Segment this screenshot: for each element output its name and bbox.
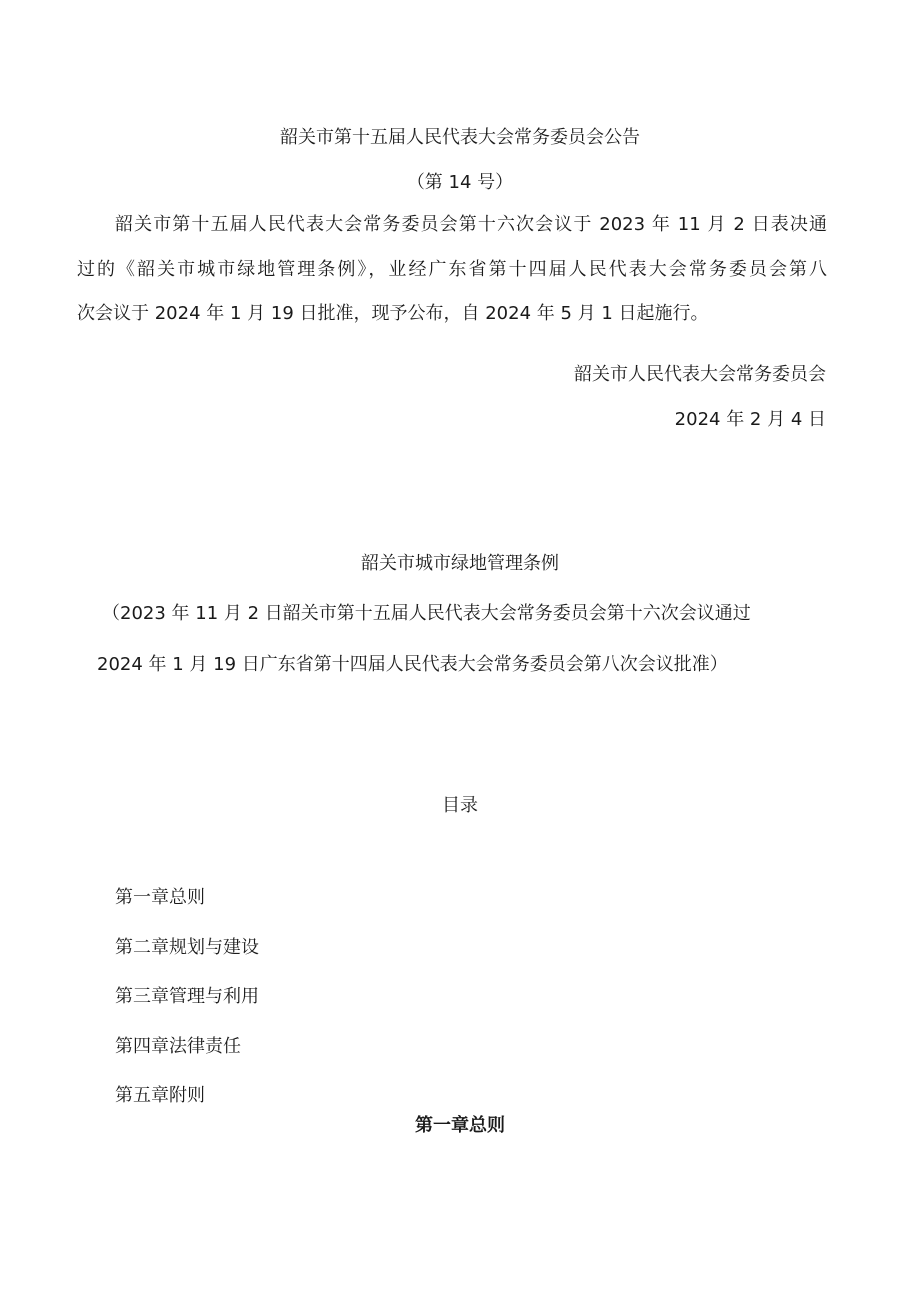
announcement-date: 2024 年 2 月 4 日 — [674, 409, 826, 430]
chapter-one-heading: 第一章总则 — [415, 1115, 505, 1136]
regulation-title: 韶关市城市绿地管理条例 — [361, 553, 559, 574]
toc-item-chapter-2: 第二章规划与建设 — [115, 937, 259, 958]
announcement-body-line-1: 韶关市第十五届人民代表大会常务委员会第十六次会议于 2023 年 11 月 2 日表决通 — [115, 214, 827, 235]
regulation-passage-note-1: （2023 年 11 月 2 日韶关市第十五届人民代表大会常务委员会第十六次会议通过 — [102, 603, 751, 624]
toc-item-chapter-3: 第三章管理与利用 — [115, 986, 259, 1007]
announcement-body-line-2: 过的《韶关市城市绿地管理条例》，业经广东省第十四届人民代表大会常务委员会第八 — [77, 259, 827, 280]
announcement-number: （第 14 号） — [406, 172, 514, 193]
regulation-passage-note-2: 2024 年 1 月 19 日广东省第十四届人民代表大会常务委员会第八次会议批准） — [97, 654, 728, 675]
announcement-signature: 韶关市人民代表大会常务委员会 — [574, 364, 826, 385]
announcement-title: 韶关市第十五届人民代表大会常务委员会公告 — [280, 127, 640, 148]
toc-item-chapter-1: 第一章总则 — [115, 887, 205, 908]
toc-item-chapter-5: 第五章附则 — [115, 1085, 205, 1106]
toc-heading: 目录 — [442, 795, 478, 816]
toc-item-chapter-4: 第四章法律责任 — [115, 1036, 241, 1057]
announcement-body-line-3: 次会议于 2024 年 1 月 19 日批准，现予公布，自 2024 年 5 月 1 日起施行。 — [77, 303, 709, 324]
